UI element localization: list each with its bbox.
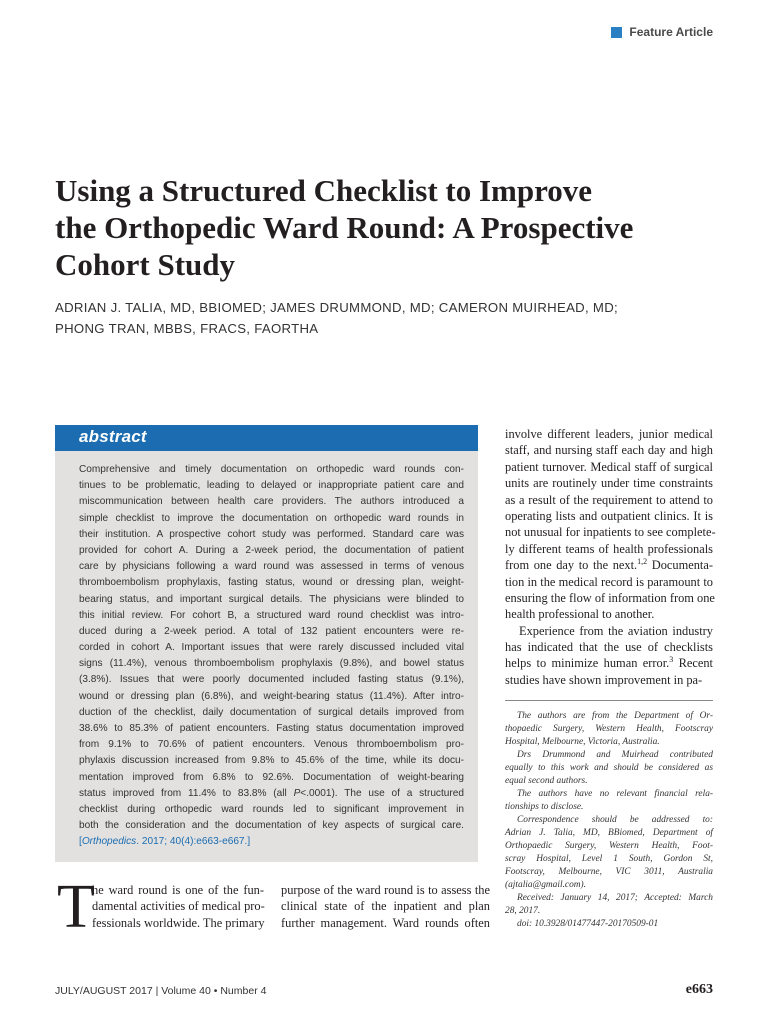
abstract-label: abstract <box>79 427 147 446</box>
footnote-line: thopaedic Surgery, Western Health, Footscray <box>505 724 713 734</box>
body-line: as a result of the requirement to attend to <box>505 492 713 507</box>
footnote-line: (ajtalia@gmail.com). <box>505 880 587 890</box>
body-line: studies have shown improvement in pa- <box>505 672 703 687</box>
abstract-line: status improved from 11.4% to 83.8% (all P<.0001). The use of a structured <box>79 787 464 799</box>
footnote-divider <box>505 700 713 701</box>
abstract-line: corded in cohort A. Important issues that were rarely discussed included vital <box>79 642 464 654</box>
abstract-line: Comprehensive and timely documentation on orthopedic ward rounds con- <box>79 464 464 475</box>
abstract-line: simple checklist to improve the documentation on orthopedic ward rounds in <box>79 512 464 524</box>
author-line: PHONG TRAN, MBBS, FRACS, FAORTHA <box>55 321 319 336</box>
author-line: ADRIAN J. TALIA, MD, BBIOMED; JAMES DRUMMOND, MD; CAMERON MUIRHEAD, MD; <box>55 300 618 315</box>
abstract-line: from 9.1% to 70.6% of patient encounters. Venous thromboembolism pro- <box>79 739 464 751</box>
body-line: not unusual for inpatients to see complete- <box>505 525 716 540</box>
abstract-box <box>55 425 478 862</box>
footnote-line: equal second authors. <box>505 776 588 786</box>
body-line: involve different leaders, junior medical <box>505 427 713 441</box>
body-line: Experience from the aviation industry <box>519 623 713 638</box>
author-list <box>55 297 715 339</box>
body-line: patient turnover. Medical staff of surgical <box>505 459 713 474</box>
section-tag <box>611 25 713 39</box>
body-line: ensuring the flow of information from one <box>505 590 715 605</box>
abstract-line: 38.6% to 85.3% of patient encounters. Fasting status documentation improved <box>79 723 464 734</box>
footnote-line: 28, 2017. <box>505 906 541 916</box>
abstract-line: signs (11.4%), venous thromboembolism prophylaxis (9.8%), and bowel status <box>79 658 464 670</box>
abstract-line: wound or dressing plan (6.8%), and weight-bearing status (11.4%). After intro- <box>79 690 464 702</box>
body-line: staff, and nursing staff each day and high <box>505 443 713 458</box>
abstract-line: care by physicians following a ward round was assessed in terms of venous <box>79 561 464 573</box>
body-line: ly different teams of health professionals <box>505 541 713 556</box>
article-title <box>55 172 725 283</box>
abstract-line: (3.8%). Issues that were poorly documented included fasting status (9.1%), <box>79 674 464 686</box>
footnote-line: Footscray, Melbourne, VIC 3011, Australia <box>505 867 713 877</box>
body-line: health professional to another. <box>505 607 655 622</box>
footnote-line: Correspondence should be addressed to: <box>517 815 713 825</box>
drop-cap: T <box>57 873 95 941</box>
abstract-line: checklist during orthopedic ward rounds led to significant improvement in <box>79 803 464 815</box>
abstract-line: provided for cohort A. During a 2-week period, the documentation of patient <box>79 544 464 556</box>
abstract-line: mentation improved from 6.8% to 92.6%. Documentation of weight-bearing <box>79 771 464 783</box>
body-line: helps to minimize human error.$^3$ Recent <box>505 655 713 671</box>
footnote-line: scray Hospital, Level 1 South, Gordon St, <box>505 854 713 864</box>
body-line: he ward round is one of the fun- <box>92 883 264 897</box>
footnote-line: tionships to disclose. <box>505 802 584 812</box>
right-column-text <box>505 426 716 688</box>
footnote-line: The authors have no relevant financial rela- <box>517 789 713 799</box>
body-text-middle <box>281 882 490 931</box>
abstract-line: their institution. A prospective cohort study was performed. Standard care was <box>79 528 464 540</box>
footnote-line: Adrian J. Talia, MD, BBiomed, Department of <box>505 828 713 838</box>
abstract-line: tinues to be problematic, leading to delayed or inappropriate patient care and <box>79 480 464 492</box>
title-line: Cohort Study <box>55 247 236 282</box>
body-line: further management. Ward rounds often <box>281 915 490 930</box>
title-line: Using a Structured Checklist to Improve <box>55 173 593 208</box>
abstract-text <box>79 462 464 851</box>
body-line: has indicated that the use of checklists <box>505 640 713 655</box>
abstract-line: duced during a 2-week period. A total of 132 patient encounters were re- <box>79 625 464 637</box>
abstract-line: thromboembolism prophylaxis, fasting status, wound or dressing plan, weight- <box>79 577 464 589</box>
body-text-left <box>92 882 264 931</box>
author-footnotes <box>505 710 713 931</box>
footnote-line: equally to this work and should be considered as <box>505 763 713 773</box>
title-line: the Orthopedic Ward Round: A Prospective <box>55 210 634 245</box>
footnote-line: Hospital, Melbourne, Victoria, Australia. <box>505 737 660 747</box>
abstract-line: bearing status, and important surgical details. The physicians were blinded to <box>79 593 464 605</box>
footnote-line: The authors are from the Department of Or- <box>517 711 713 721</box>
body-line: tion in the medical record is paramount to <box>505 574 713 589</box>
abstract-line: both the consideration and the documentation of key aspects of surgical care. <box>79 820 464 832</box>
footnote-line: doi: 10.3928/01477447-20170509-01 <box>517 919 659 929</box>
footnote-line: Received: January 14, 2017; Accepted: March <box>517 893 713 903</box>
body-line: clinical state of the inpatient and plan <box>281 899 490 914</box>
abstract-line: duction of the checklist, daily documentation of surgical details improved from <box>79 706 464 718</box>
body-line: fessionals worldwide. The primary <box>92 915 265 930</box>
footnote-line: Drs Drummond and Muirhead contributed <box>517 750 713 760</box>
section-marker-icon <box>611 27 622 38</box>
abstract-header <box>55 425 478 451</box>
footnote-line: Orthopaedic Surgery, Western Health, Foot- <box>505 841 713 851</box>
abstract-line: phylaxis discussion increased from 9.8% to 45.6% of the time, while its docu- <box>79 755 464 767</box>
body-line: operating lists and outpatient clinics. It is <box>505 508 713 523</box>
abstract-line: miscommunication between health care providers. The authors introduced a <box>79 496 464 508</box>
body-line: purpose of the ward round is to assess the <box>281 883 490 897</box>
abstract-citation: [Orthopedics. 2017; 40(4):e663-e667.] <box>79 836 251 848</box>
section-tag-label: Feature Article <box>629 25 713 39</box>
body-line: units are routinely under time constraints <box>505 476 713 491</box>
page-number: e663 <box>685 982 713 997</box>
abstract-line: this initial review. For cohort B, a structured ward round checklist was intro- <box>79 609 464 621</box>
issue-info: JULY/AUGUST 2017 | Volume 40 • Number 4 <box>55 985 267 997</box>
body-line: damental activities of medical pro- <box>92 899 265 914</box>
body-line: from one day to the next.$^{1,2}$ Documenta- <box>505 557 713 573</box>
